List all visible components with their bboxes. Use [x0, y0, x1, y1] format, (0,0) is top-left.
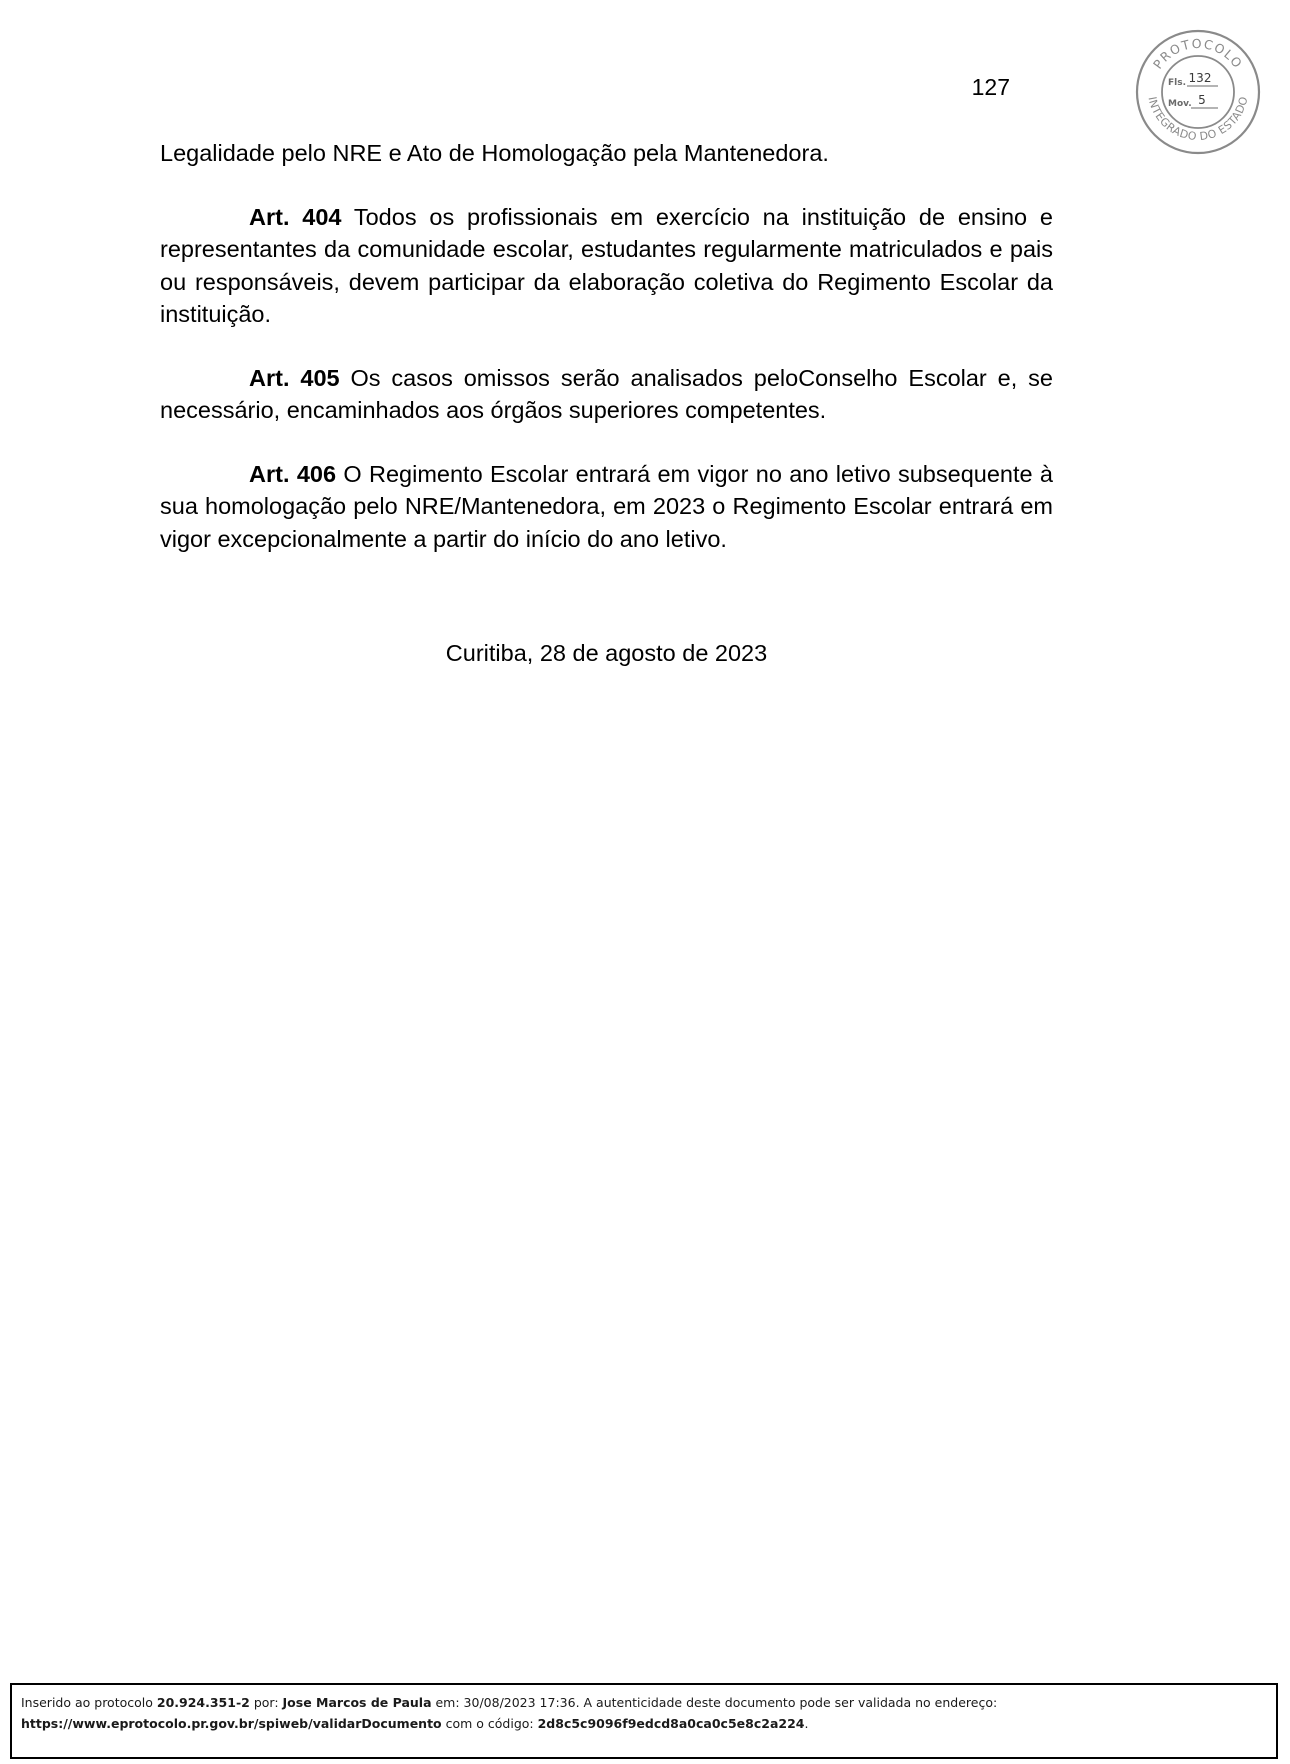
footer-line-1: [21, 1692, 1267, 1713]
footer-date-text: em: 30/08/2023 17:36. A autenticidade deste documento pode ser validada no endereço:: [431, 1695, 998, 1710]
stamp-top-text: PROTOCOLO: [1149, 35, 1246, 72]
stamp-bottom-text: INTEGRADO DO ESTADO: [1145, 95, 1251, 144]
stamp-fls-label: Fls.: [1168, 78, 1187, 88]
article-406: [160, 458, 1053, 556]
footer-line-2: [21, 1713, 1267, 1734]
stamp-mov-label: Mov.: [1168, 99, 1192, 109]
article-405-text: Os casos omissos serão analisados peloConselho Escolar e, se necessário, encaminhados aos órgãos superiores competentes.: [160, 364, 1053, 423]
footer-protocol-number: 20.924.351-2: [156, 1695, 250, 1710]
footer-prefix: Inserido ao protocolo: [21, 1695, 157, 1710]
stamp-mov-value: 5: [1198, 93, 1206, 107]
protocol-stamp-seal: [1134, 28, 1262, 156]
footer-validation-url[interactable]: https://www.eprotocolo.pr.gov.br/spiweb/validarDocumento: [21, 1716, 442, 1731]
article-404: [160, 201, 1053, 331]
stamp-fls-value: 132: [1188, 71, 1212, 85]
closing-date-line: Curitiba, 28 de agosto de 2023: [445, 640, 768, 666]
footer-by-label: por:: [249, 1695, 283, 1710]
intro-paragraph: Legalidade pelo NRE e Ato de Homologação pela Mantenedora.: [160, 140, 829, 166]
article-405: [160, 362, 1053, 427]
footer-end: .: [804, 1716, 809, 1731]
authenticity-footer: [10, 1683, 1278, 1759]
footer-code-label: com o código:: [441, 1716, 538, 1731]
document-body: [160, 137, 1053, 586]
page-number: 127: [971, 74, 1010, 100]
protocol-stamp: [1134, 28, 1262, 156]
footer-author: Jose Marcos de Paula: [282, 1695, 432, 1710]
article-404-label: Art. 404: [249, 203, 342, 230]
article-406-label: Art. 406: [249, 460, 337, 487]
article-404-text: Todos os profissionais em exercício na instituição de ensino e representantes da comunidade escolar, estudantes regularmente matriculados e pais ou responsáveis, devem participar da elaboração coletiva do Regimento Escolar da instituição.: [160, 203, 1053, 327]
article-405-label: Art. 405: [249, 364, 340, 391]
article-406-text: O Regimento Escolar entrará em vigor no ano letivo subsequente à sua homologação pelo NRE/Mantenedora, em 2023 o Regimento Escolar entrará em vigor excepcionalmente a partir do início do ano letivo.: [160, 460, 1053, 552]
footer-validation-code: 2d8c5c9096f9edcd8a0ca0c5e8c2a224: [537, 1716, 805, 1731]
